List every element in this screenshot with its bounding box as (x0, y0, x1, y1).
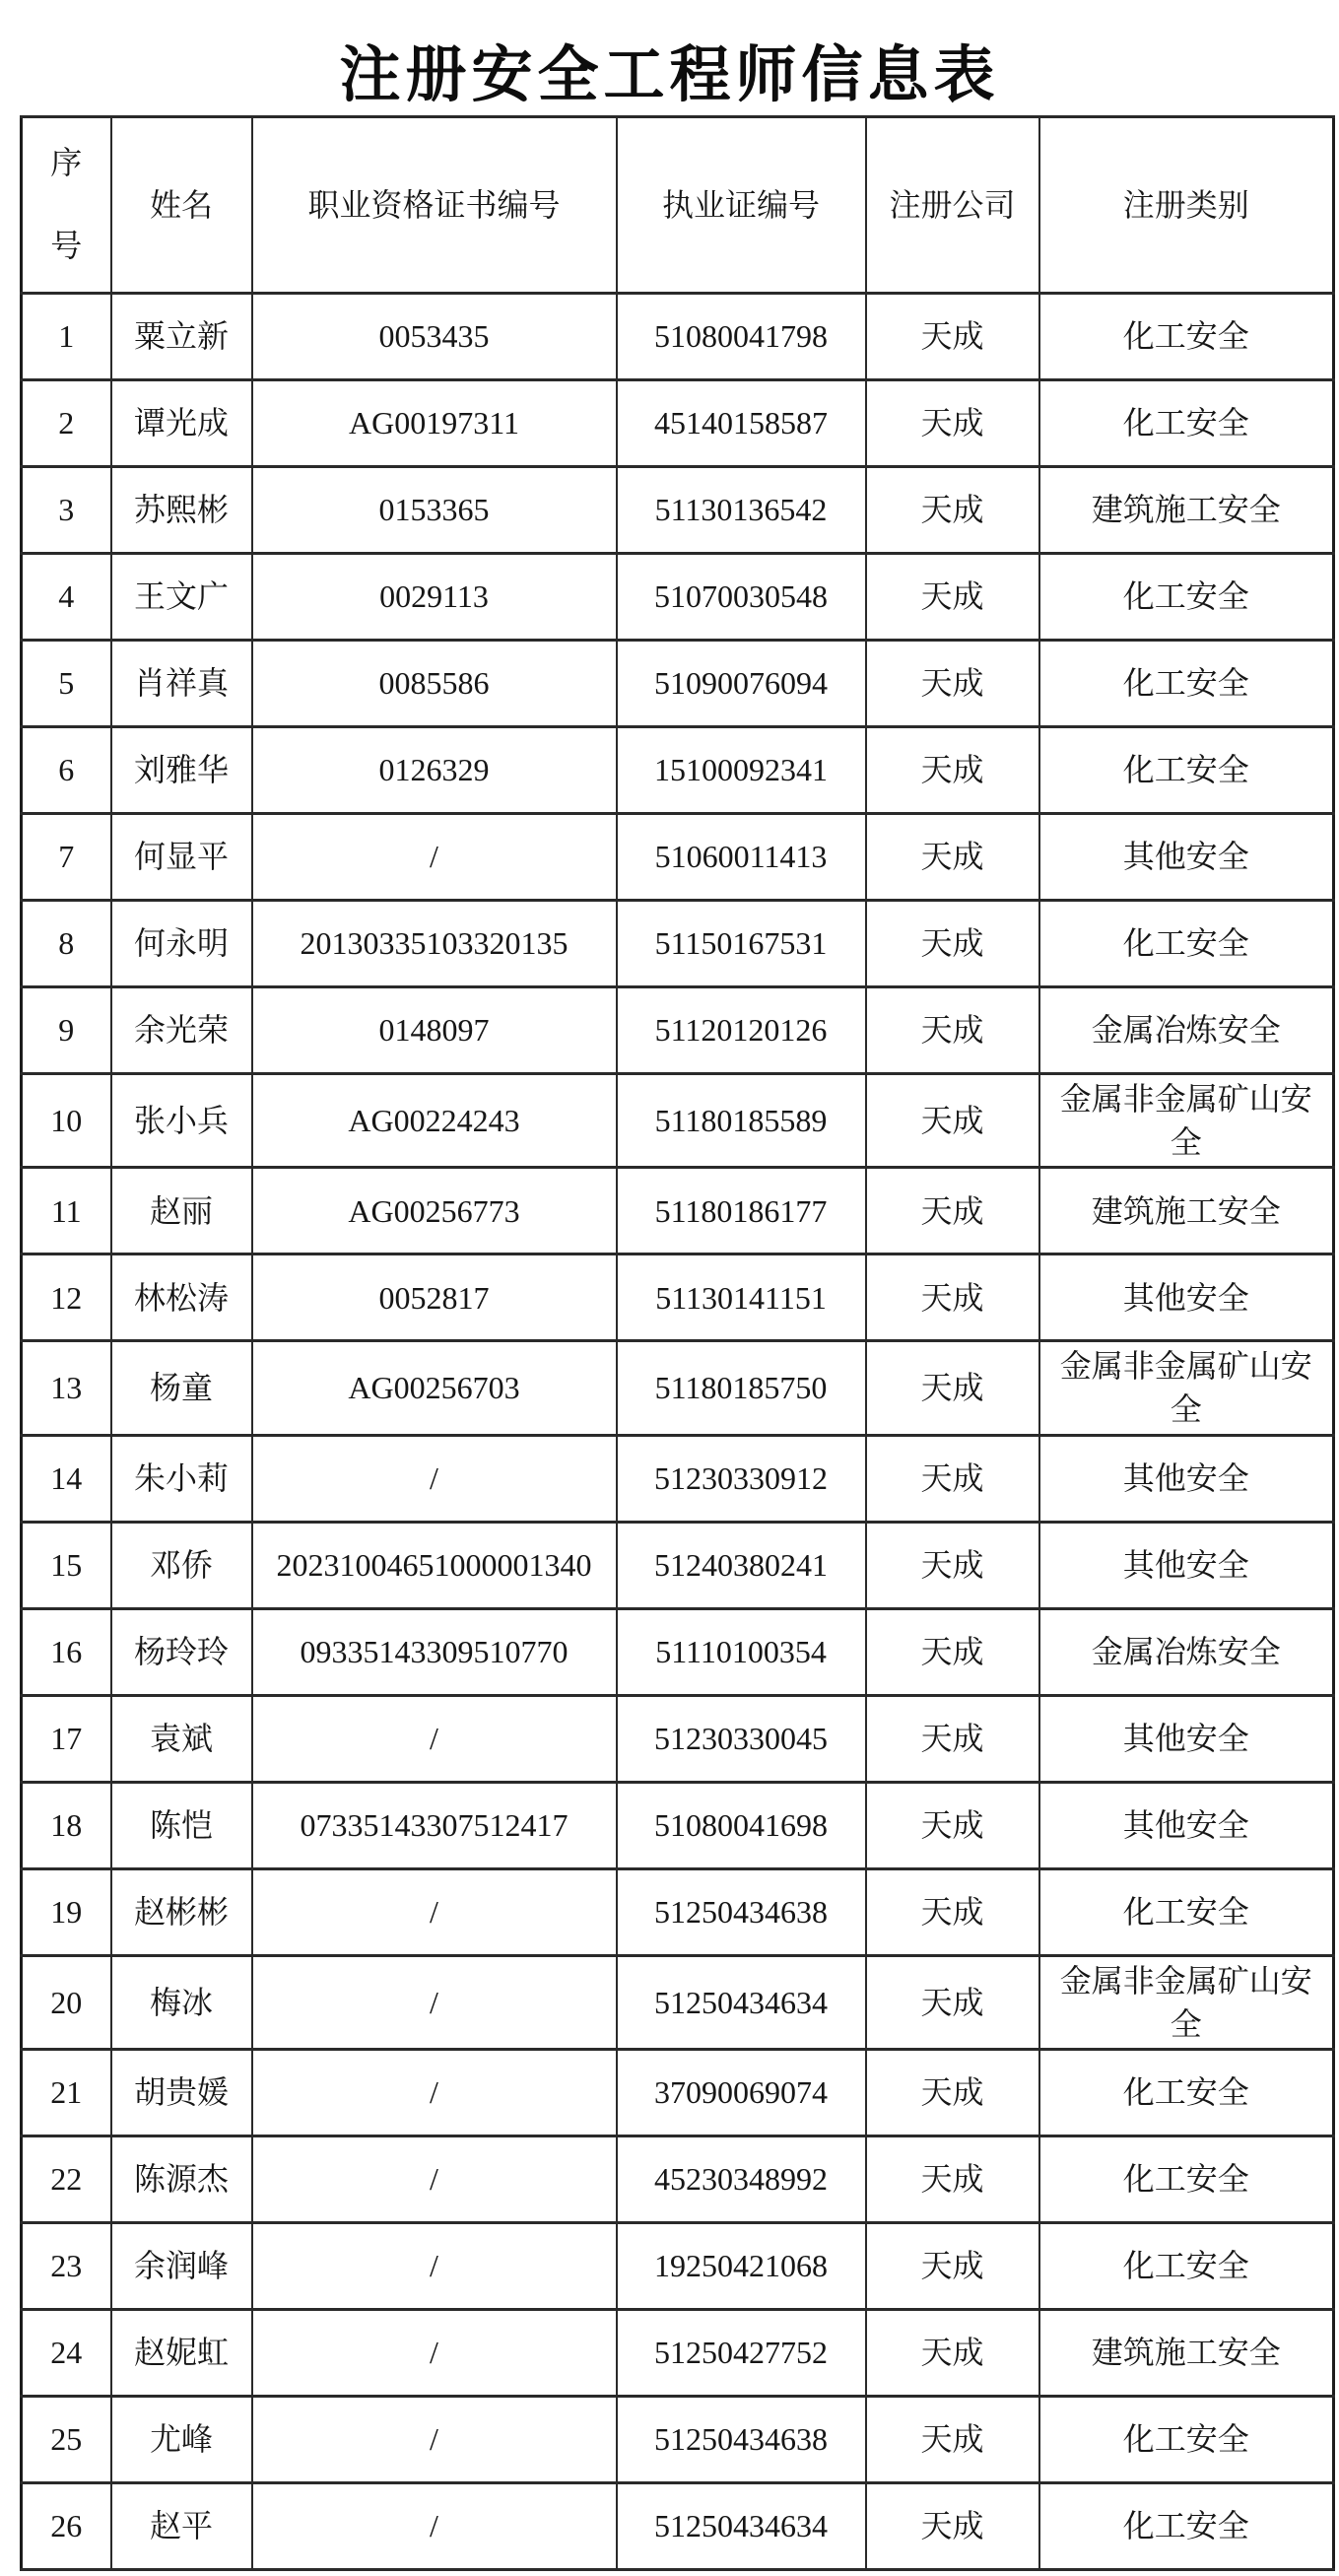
cell-category: 其他安全 (1039, 1435, 1334, 1522)
table-row (22, 1522, 1334, 1608)
cell-qualification-no: / (252, 2222, 617, 2309)
cell-name: 赵妮虹 (111, 2309, 252, 2396)
cell-company: 天成 (866, 1435, 1039, 1522)
cell-company: 天成 (866, 294, 1039, 380)
cell-company: 天成 (866, 1608, 1039, 1695)
cell-company: 天成 (866, 1782, 1039, 1868)
cell-category: 金属非金属矿山安全 (1039, 1341, 1334, 1435)
cell-company: 天成 (866, 2222, 1039, 2309)
cell-qualification-no: 20130335103320135 (252, 901, 617, 987)
cell-seq-no: 15 (22, 1522, 111, 1608)
table-row (22, 814, 1334, 901)
cell-category: 金属冶炼安全 (1039, 1608, 1334, 1695)
cell-qualification-no: / (252, 2482, 617, 2569)
cell-company: 天成 (866, 1254, 1039, 1341)
cell-seq-no: 16 (22, 1608, 111, 1695)
cell-name: 袁斌 (111, 1695, 252, 1782)
cell-category: 化工安全 (1039, 2135, 1334, 2222)
table-row (22, 1782, 1334, 1868)
cell-license-no: 51230330912 (617, 1435, 866, 1522)
cell-license-no: 51180185750 (617, 1341, 866, 1435)
cell-seq-no: 23 (22, 2222, 111, 2309)
table-row (22, 380, 1334, 467)
table-row (22, 467, 1334, 554)
cell-name: 余光荣 (111, 987, 252, 1074)
cell-qualification-no: 0053435 (252, 294, 617, 380)
header-qualification-no: 职业资格证书编号 (252, 117, 617, 294)
table-row (22, 2309, 1334, 2396)
cell-category: 建筑施工安全 (1039, 2309, 1334, 2396)
cell-qualification-no: / (252, 2135, 617, 2222)
cell-license-no: 51250427752 (617, 2309, 866, 2396)
cell-seq-no: 9 (22, 987, 111, 1074)
cell-company: 天成 (866, 727, 1039, 814)
header-seq-no-label: 序号 (50, 145, 83, 263)
cell-license-no: 51230330045 (617, 1695, 866, 1782)
cell-seq-no: 14 (22, 1435, 111, 1522)
cell-seq-no: 4 (22, 554, 111, 641)
cell-seq-no: 17 (22, 1695, 111, 1782)
cell-qualification-no: / (252, 1435, 617, 1522)
cell-name: 林松涛 (111, 1254, 252, 1341)
cell-seq-no: 7 (22, 814, 111, 901)
cell-company: 天成 (866, 554, 1039, 641)
cell-license-no: 51070030548 (617, 554, 866, 641)
table-row (22, 2482, 1334, 2569)
cell-license-no: 51180185589 (617, 1074, 866, 1168)
cell-category: 化工安全 (1039, 2396, 1334, 2482)
header-seq-no (22, 117, 111, 294)
cell-name: 胡贵媛 (111, 2049, 252, 2135)
cell-qualification-no: 0052817 (252, 1254, 617, 1341)
cell-company: 天成 (866, 1074, 1039, 1168)
table-row (22, 901, 1334, 987)
cell-qualification-no: AG00197311 (252, 380, 617, 467)
cell-qualification-no: 09335143309510770 (252, 1608, 617, 1695)
cell-license-no: 37090069074 (617, 2049, 866, 2135)
cell-license-no: 51250434638 (617, 2396, 866, 2482)
cell-company: 天成 (866, 987, 1039, 1074)
header-row (22, 117, 1334, 294)
table-header (22, 117, 1334, 294)
table-row (22, 1608, 1334, 1695)
cell-name: 粟立新 (111, 294, 252, 380)
cell-license-no: 15100092341 (617, 727, 866, 814)
table-row (22, 727, 1334, 814)
table-row (22, 294, 1334, 380)
cell-company: 天成 (866, 2482, 1039, 2569)
table-row (22, 1955, 1334, 2049)
cell-qualification-no: / (252, 1955, 617, 2049)
table-row (22, 1341, 1334, 1435)
cell-company: 天成 (866, 2049, 1039, 2135)
cell-license-no: 51240380241 (617, 1522, 866, 1608)
cell-name: 刘雅华 (111, 727, 252, 814)
cell-license-no: 51090076094 (617, 641, 866, 727)
table-row (22, 1868, 1334, 1955)
cell-category: 金属冶炼安全 (1039, 987, 1334, 1074)
cell-category: 其他安全 (1039, 1695, 1334, 1782)
cell-name: 苏熙彬 (111, 467, 252, 554)
cell-qualification-no: 07335143307512417 (252, 1782, 617, 1868)
cell-name: 何永明 (111, 901, 252, 987)
cell-seq-no: 26 (22, 2482, 111, 2569)
table-row (22, 554, 1334, 641)
cell-company: 天成 (866, 2135, 1039, 2222)
cell-category: 建筑施工安全 (1039, 1168, 1334, 1254)
header-company: 注册公司 (866, 117, 1039, 294)
cell-name: 杨玲玲 (111, 1608, 252, 1695)
header-name: 姓名 (111, 117, 252, 294)
page-title: 注册安全工程师信息表 (339, 42, 1000, 109)
cell-qualification-no: / (252, 1868, 617, 1955)
table-row (22, 2049, 1334, 2135)
cell-category: 其他安全 (1039, 1522, 1334, 1608)
cell-qualification-no: 0153365 (252, 467, 617, 554)
cell-qualification-no: AG00256773 (252, 1168, 617, 1254)
cell-category: 化工安全 (1039, 554, 1334, 641)
cell-category: 化工安全 (1039, 380, 1334, 467)
table-row (22, 641, 1334, 727)
cell-name: 梅冰 (111, 1955, 252, 2049)
cell-name: 余润峰 (111, 2222, 252, 2309)
cell-seq-no: 2 (22, 380, 111, 467)
cell-license-no: 51120120126 (617, 987, 866, 1074)
cell-company: 天成 (866, 2309, 1039, 2396)
cell-seq-no: 5 (22, 641, 111, 727)
cell-name: 何显平 (111, 814, 252, 901)
cell-name: 陈恺 (111, 1782, 252, 1868)
cell-category: 化工安全 (1039, 294, 1334, 380)
cell-category: 化工安全 (1039, 2049, 1334, 2135)
cell-license-no: 51130141151 (617, 1254, 866, 1341)
table-row (22, 2135, 1334, 2222)
cell-license-no: 51080041698 (617, 1782, 866, 1868)
cell-category: 化工安全 (1039, 641, 1334, 727)
cell-qualification-no: 0085586 (252, 641, 617, 727)
cell-license-no: 51250434638 (617, 1868, 866, 1955)
cell-company: 天成 (866, 380, 1039, 467)
cell-seq-no: 1 (22, 294, 111, 380)
cell-qualification-no: 0126329 (252, 727, 617, 814)
cell-company: 天成 (866, 1868, 1039, 1955)
cell-qualification-no: 0148097 (252, 987, 617, 1074)
cell-category: 其他安全 (1039, 1254, 1334, 1341)
cell-qualification-no: / (252, 814, 617, 901)
header-license-no: 执业证编号 (617, 117, 866, 294)
cell-license-no: 51180186177 (617, 1168, 866, 1254)
cell-qualification-no: AG00224243 (252, 1074, 617, 1168)
table-row (22, 1168, 1334, 1254)
cell-seq-no: 8 (22, 901, 111, 987)
cell-license-no: 51130136542 (617, 467, 866, 554)
cell-qualification-no: 0029113 (252, 554, 617, 641)
table-row (22, 2396, 1334, 2482)
cell-seq-no: 25 (22, 2396, 111, 2482)
cell-qualification-no: / (252, 2309, 617, 2396)
cell-seq-no: 10 (22, 1074, 111, 1168)
cell-qualification-no: AG00256703 (252, 1341, 617, 1435)
cell-name: 陈源杰 (111, 2135, 252, 2222)
cell-category: 其他安全 (1039, 814, 1334, 901)
cell-seq-no: 24 (22, 2309, 111, 2396)
cell-name: 邓侨 (111, 1522, 252, 1608)
cell-seq-no: 19 (22, 1868, 111, 1955)
cell-company: 天成 (866, 1955, 1039, 2049)
cell-license-no: 51150167531 (617, 901, 866, 987)
cell-company: 天成 (866, 2396, 1039, 2482)
cell-seq-no: 20 (22, 1955, 111, 2049)
cell-seq-no: 6 (22, 727, 111, 814)
cell-name: 杨童 (111, 1341, 252, 1435)
cell-seq-no: 21 (22, 2049, 111, 2135)
cell-name: 朱小莉 (111, 1435, 252, 1522)
table-row (22, 1074, 1334, 1168)
cell-seq-no: 22 (22, 2135, 111, 2222)
cell-company: 天成 (866, 1168, 1039, 1254)
table-row (22, 1254, 1334, 1341)
table-body (22, 294, 1334, 2570)
cell-qualification-no: / (252, 2396, 617, 2482)
table-row (22, 1695, 1334, 1782)
cell-license-no: 51250434634 (617, 1955, 866, 2049)
cell-license-no: 45140158587 (617, 380, 866, 467)
cell-category: 化工安全 (1039, 1868, 1334, 1955)
cell-company: 天成 (866, 1341, 1039, 1435)
cell-license-no: 19250421068 (617, 2222, 866, 2309)
cell-license-no: 45230348992 (617, 2135, 866, 2222)
table-row (22, 1435, 1334, 1522)
cell-category: 化工安全 (1039, 2482, 1334, 2569)
cell-company: 天成 (866, 814, 1039, 901)
cell-company: 天成 (866, 1695, 1039, 1782)
cell-category: 化工安全 (1039, 2222, 1334, 2309)
cell-name: 赵平 (111, 2482, 252, 2569)
cell-name: 谭光成 (111, 380, 252, 467)
cell-name: 赵丽 (111, 1168, 252, 1254)
cell-name: 肖祥真 (111, 641, 252, 727)
cell-seq-no: 13 (22, 1341, 111, 1435)
table-row (22, 987, 1334, 1074)
cell-company: 天成 (866, 901, 1039, 987)
cell-qualification-no: 20231004651000001340 (252, 1522, 617, 1608)
cell-seq-no: 18 (22, 1782, 111, 1868)
cell-qualification-no: / (252, 2049, 617, 2135)
cell-seq-no: 3 (22, 467, 111, 554)
cell-license-no: 51250434634 (617, 2482, 866, 2569)
cell-category: 金属非金属矿山安全 (1039, 1074, 1334, 1168)
cell-qualification-no: / (252, 1695, 617, 1782)
registered-engineers-table (20, 115, 1335, 2571)
cell-category: 化工安全 (1039, 901, 1334, 987)
cell-license-no: 51110100354 (617, 1608, 866, 1695)
cell-category: 其他安全 (1039, 1782, 1334, 1868)
cell-name: 赵彬彬 (111, 1868, 252, 1955)
cell-name: 王文广 (111, 554, 252, 641)
cell-license-no: 51060011413 (617, 814, 866, 901)
table-row (22, 2222, 1334, 2309)
cell-category: 金属非金属矿山安全 (1039, 1955, 1334, 2049)
cell-seq-no: 11 (22, 1168, 111, 1254)
cell-seq-no: 12 (22, 1254, 111, 1341)
cell-company: 天成 (866, 467, 1039, 554)
cell-company: 天成 (866, 641, 1039, 727)
cell-company: 天成 (866, 1522, 1039, 1608)
cell-license-no: 51080041798 (617, 294, 866, 380)
cell-name: 张小兵 (111, 1074, 252, 1168)
cell-name: 尤峰 (111, 2396, 252, 2482)
header-category: 注册类别 (1039, 117, 1334, 294)
cell-category: 化工安全 (1039, 727, 1334, 814)
cell-category: 建筑施工安全 (1039, 467, 1334, 554)
